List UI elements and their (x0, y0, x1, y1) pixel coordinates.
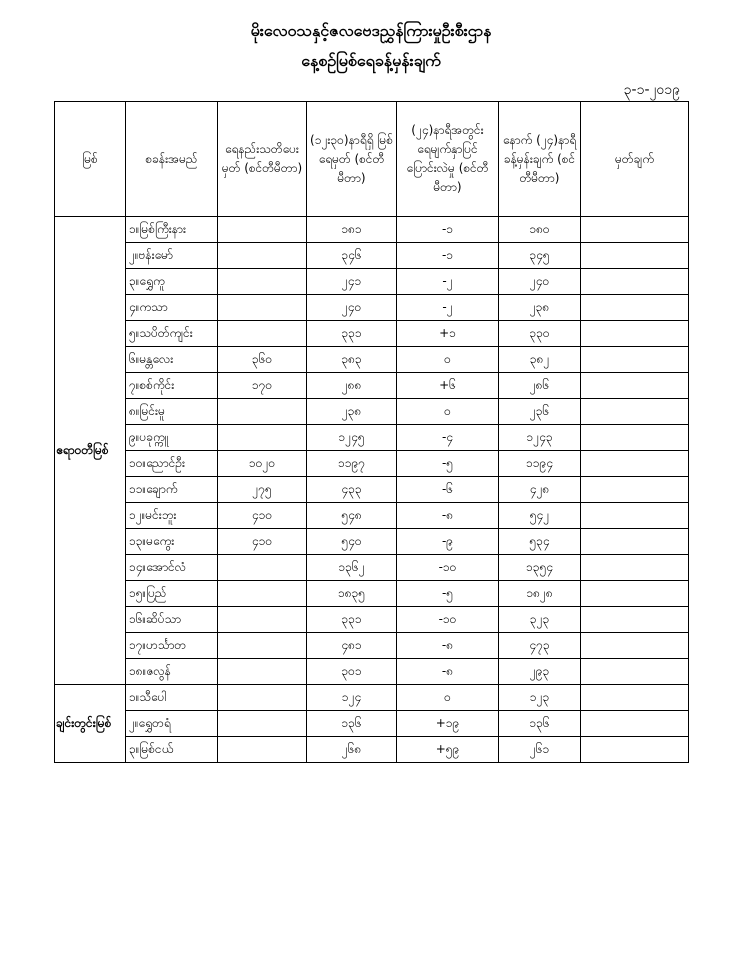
table-row (55, 737, 689, 763)
warning-level-cell (218, 555, 307, 581)
remark-cell (581, 711, 689, 737)
remark-cell (581, 607, 689, 633)
station-cell: ၁၈။ဇလွန် (126, 659, 218, 685)
warning-level-cell (218, 321, 307, 347)
table-body (55, 217, 689, 763)
current-level-cell: ၁၃၆၂ (307, 555, 397, 581)
table-header-row (55, 102, 689, 217)
table-row (55, 399, 689, 425)
remark-cell (581, 217, 689, 243)
remark-cell (581, 295, 689, 321)
forecast-cell: ၂၄၀ (499, 269, 581, 295)
table-row (55, 347, 689, 373)
change-cell: -၄ (397, 425, 499, 451)
remark-cell (581, 347, 689, 373)
forecast-cell: ၁၃၅၄ (499, 555, 581, 581)
column-header-remark: မှတ်ချက် (581, 102, 689, 217)
table-row (55, 503, 689, 529)
warning-level-cell (218, 711, 307, 737)
change-cell: +၁၉ (397, 711, 499, 737)
station-cell: ၃။ရွှေကူ (126, 269, 218, 295)
remark-cell (581, 451, 689, 477)
warning-level-cell (218, 737, 307, 763)
current-level-cell: ၃၄၆ (307, 243, 397, 269)
station-cell: ၉။ပခုက္ကူ (126, 425, 218, 451)
warning-level-cell (218, 633, 307, 659)
change-cell: -၅ (397, 581, 499, 607)
forecast-cell: ၁၂၃ (499, 685, 581, 711)
change-cell: -၁ (397, 217, 499, 243)
change-cell: -၅ (397, 451, 499, 477)
report-title: နေ့စဉ်မြစ်ရေခန့်မှန်းချက် (301, 51, 441, 70)
station-cell: ၆။မန္တလေး (126, 347, 218, 373)
forecast-cell: ၄၂၈ (499, 477, 581, 503)
river-forecast-table (54, 101, 689, 763)
warning-level-cell (218, 269, 307, 295)
current-level-cell: ၁၂၄ (307, 685, 397, 711)
station-cell: ၁၃။မကွေး (126, 529, 218, 555)
current-level-cell: ၁၂၄၅ (307, 425, 397, 451)
table-row (55, 529, 689, 555)
current-level-cell: ၅၄၈ (307, 503, 397, 529)
forecast-cell: ၃၈၂ (499, 347, 581, 373)
remark-cell (581, 477, 689, 503)
current-level-cell: ၃၃၁ (307, 321, 397, 347)
table-row (55, 477, 689, 503)
station-cell: ၃။မြစ်ငယ် (126, 737, 218, 763)
table-row (55, 295, 689, 321)
remark-cell (581, 529, 689, 555)
warning-level-cell (218, 295, 307, 321)
warning-level-cell: ၁၇၀ (218, 373, 307, 399)
change-cell: ၀ (397, 347, 499, 373)
remark-cell (581, 321, 689, 347)
warning-level-cell: ၄၁၀ (218, 503, 307, 529)
warning-level-cell (218, 425, 307, 451)
change-cell: -၈ (397, 633, 499, 659)
remark-cell (581, 399, 689, 425)
current-level-cell: ၂၆၈ (307, 737, 397, 763)
current-level-cell: ၁၁၉၇ (307, 451, 397, 477)
current-level-cell: ၄၈၁ (307, 633, 397, 659)
current-level-cell: ၁၃၆ (307, 711, 397, 737)
forecast-cell: ၁၂၄၃ (499, 425, 581, 451)
current-level-cell: ၄၃၃ (307, 477, 397, 503)
station-cell: ၁။သီပေါ (126, 685, 218, 711)
warning-level-cell (218, 607, 307, 633)
change-cell: -၆ (397, 477, 499, 503)
table-row (55, 607, 689, 633)
change-cell: +၁ (397, 321, 499, 347)
forecast-cell: ၁၈၀ (499, 217, 581, 243)
change-cell: -၉ (397, 529, 499, 555)
remark-cell (581, 555, 689, 581)
station-cell: ၁၄။အောင်လံ (126, 555, 218, 581)
warning-level-cell (218, 217, 307, 243)
forecast-cell: ၂၈၆ (499, 373, 581, 399)
current-level-cell: ၁၈၁ (307, 217, 397, 243)
report-date: ၃-၁-၂၀၁၉ (623, 82, 680, 98)
change-cell: -၂ (397, 269, 499, 295)
forecast-cell: ၂၃၈ (499, 295, 581, 321)
warning-level-cell: ၁၀၂၀ (218, 451, 307, 477)
column-header-station: စခန်းအမည် (126, 102, 218, 217)
station-cell: ၄။ကသာ (126, 295, 218, 321)
table-row (55, 217, 689, 243)
table-row (55, 321, 689, 347)
table-row (55, 581, 689, 607)
change-cell: -၂ (397, 295, 499, 321)
warning-level-cell (218, 243, 307, 269)
remark-cell (581, 685, 689, 711)
current-level-cell: ၃၃၁ (307, 607, 397, 633)
current-level-cell: ၂၄၁ (307, 269, 397, 295)
remark-cell (581, 581, 689, 607)
remark-cell (581, 659, 689, 685)
remark-cell (581, 425, 689, 451)
column-header-forecast: နောက် (၂၄)နာရီ ခန့်မှန်းချက် (စင်တီမီတာ) (499, 102, 581, 217)
forecast-cell: ၁၈၂၈ (499, 581, 581, 607)
warning-level-cell (218, 685, 307, 711)
table-row (55, 451, 689, 477)
station-cell: ၅။သပိတ်ကျင်း (126, 321, 218, 347)
warning-level-cell: ၃၆၀ (218, 347, 307, 373)
column-header-warning-level: ရေနည်းသတိပေးမှတ် (စင်တီမီတာ) (218, 102, 307, 217)
remark-cell (581, 269, 689, 295)
current-level-cell: ၁၈၃၅ (307, 581, 397, 607)
current-level-cell: ၂၈၈ (307, 373, 397, 399)
department-title: မိုးလေဝသနှင့်ဇလဗေဒညွှန်ကြားမှုဦးစီးဌာန (250, 21, 492, 40)
forecast-cell: ၃၂၃ (499, 607, 581, 633)
remark-cell (581, 243, 689, 269)
station-cell: ၂။ဗန်းမော် (126, 243, 218, 269)
remark-cell (581, 503, 689, 529)
station-cell: ၁။မြစ်ကြီးနား (126, 217, 218, 243)
station-cell: ၁၇။ဟင်္သာတ (126, 633, 218, 659)
forecast-cell: ၃၄၅ (499, 243, 581, 269)
forecast-cell: ၂၃၆ (499, 399, 581, 425)
remark-cell (581, 633, 689, 659)
column-header-river: မြစ် (55, 102, 126, 217)
table-row (55, 685, 689, 711)
warning-level-cell (218, 399, 307, 425)
warning-level-cell: ၄၁၀ (218, 529, 307, 555)
column-header-change: (၂၄)နာရီအတွင်း ရေမျက်နှာပြင် ပြောင်းလဲမှု (စင်တီမီတာ) (397, 102, 499, 217)
forecast-cell: ၁၁၉၄ (499, 451, 581, 477)
remark-cell (581, 737, 689, 763)
change-cell: -၈ (397, 659, 499, 685)
current-level-cell: ၃၀၁ (307, 659, 397, 685)
warning-level-cell: ၂၇၅ (218, 477, 307, 503)
table-row (55, 425, 689, 451)
station-cell: ၁၂။မင်းဘူး (126, 503, 218, 529)
station-cell: ၁၆။ဆိပ်သာ (126, 607, 218, 633)
station-cell: ၁၅။ပြည် (126, 581, 218, 607)
forecast-cell: ၂၉၃ (499, 659, 581, 685)
change-cell: -၁ (397, 243, 499, 269)
change-cell: ၀ (397, 399, 499, 425)
change-cell: -၈ (397, 503, 499, 529)
river-name-cell: ချင်းတွင်းမြစ် (55, 685, 126, 763)
station-cell: ၁၁။ချောက် (126, 477, 218, 503)
warning-level-cell (218, 581, 307, 607)
forecast-cell: ၄၇၃ (499, 633, 581, 659)
station-cell: ၁၀။ညောင်ဦး (126, 451, 218, 477)
table-row (55, 373, 689, 399)
change-cell: +၆ (397, 373, 499, 399)
column-header-current-level: (၁၂း၃၀)နာရီရှိ မြစ်ရေမှတ် (စင်တီမီတာ) (307, 102, 397, 217)
change-cell: -၁၀ (397, 607, 499, 633)
station-cell: ၈။မြင်းမူ (126, 399, 218, 425)
current-level-cell: ၂၃၈ (307, 399, 397, 425)
change-cell: -၁၀ (397, 555, 499, 581)
current-level-cell: ၃၈၃ (307, 347, 397, 373)
forecast-cell: ၅၃၄ (499, 529, 581, 555)
table-row (55, 243, 689, 269)
forecast-cell: ၅၄၂ (499, 503, 581, 529)
current-level-cell: ၂၄၀ (307, 295, 397, 321)
station-cell: ၂။ရွှေတရံ (126, 711, 218, 737)
table-row (55, 711, 689, 737)
change-cell: ၀ (397, 685, 499, 711)
current-level-cell: ၅၄၀ (307, 529, 397, 555)
station-cell: ၇။စစ်ကိုင်း (126, 373, 218, 399)
forecast-cell: ၁၃၆ (499, 711, 581, 737)
table-row (55, 555, 689, 581)
table-row (55, 659, 689, 685)
river-name-cell: ဧရာဝတီမြစ် (55, 217, 126, 685)
forecast-cell: ၃၃၀ (499, 321, 581, 347)
change-cell: +၅၉ (397, 737, 499, 763)
warning-level-cell (218, 659, 307, 685)
forecast-cell: ၂၆၁ (499, 737, 581, 763)
table-row (55, 633, 689, 659)
remark-cell (581, 373, 689, 399)
table-row (55, 269, 689, 295)
